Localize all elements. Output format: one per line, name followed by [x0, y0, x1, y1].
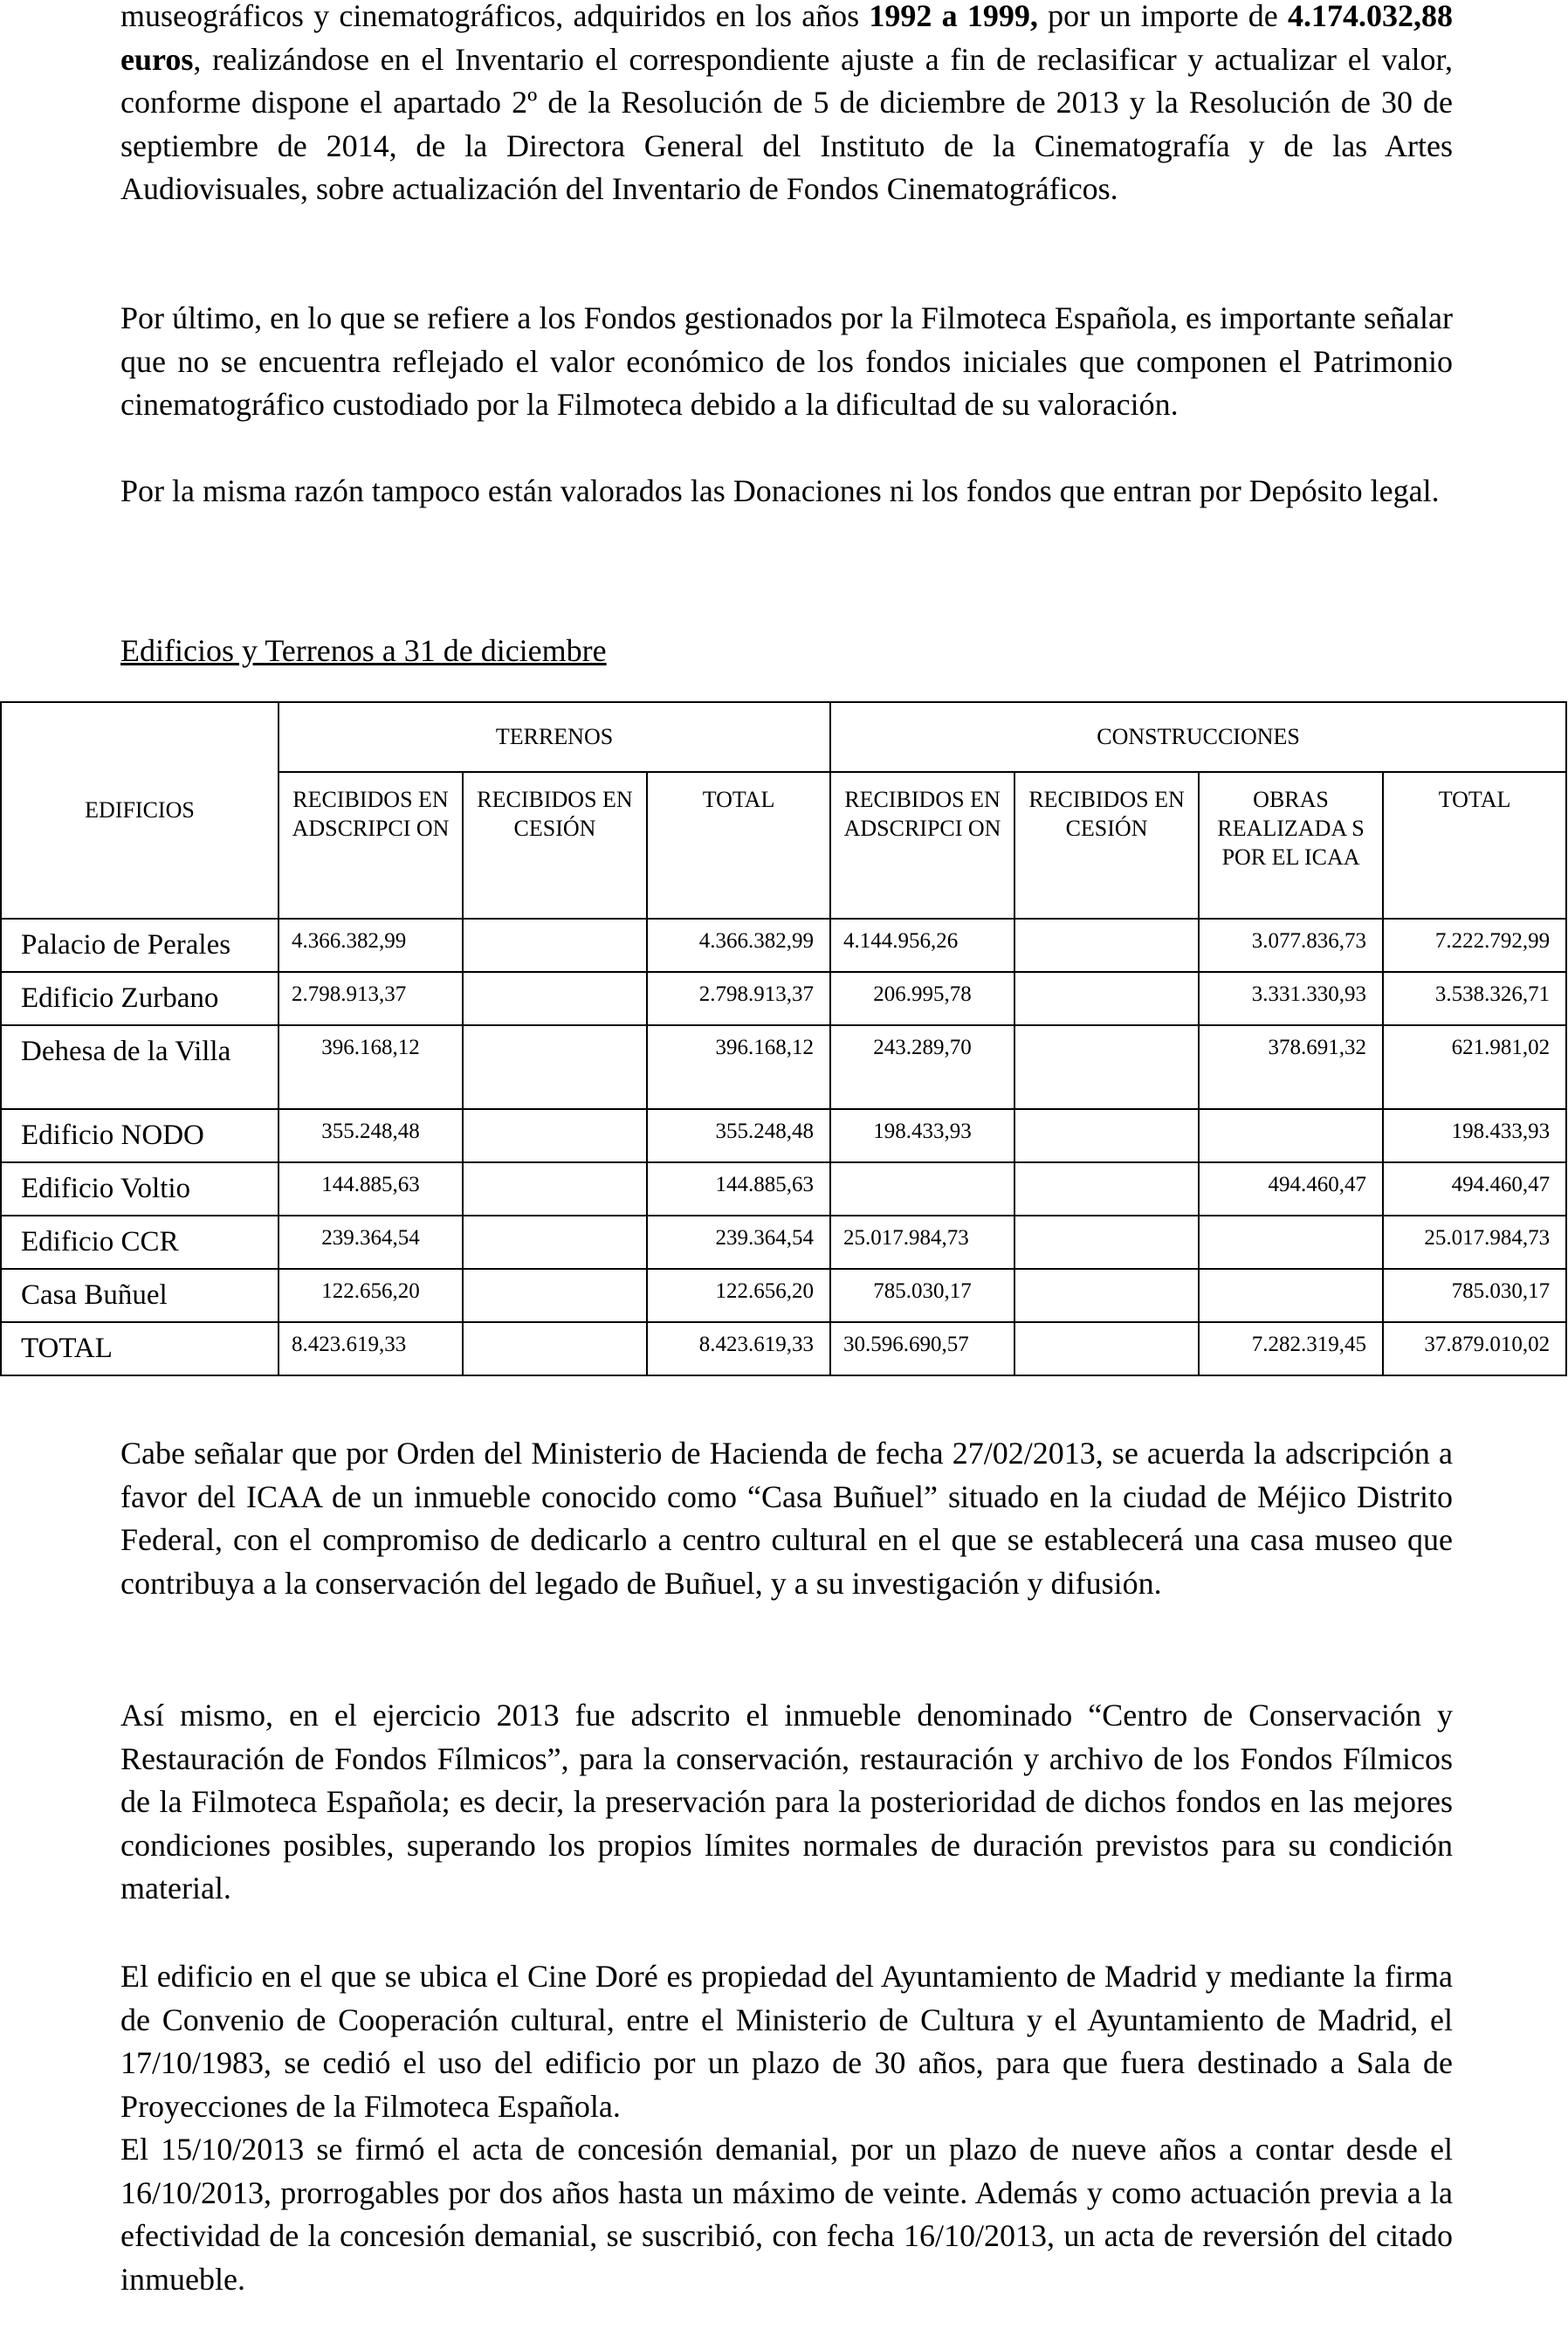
cell-construcciones-cesion	[1014, 1025, 1199, 1109]
cell-construcciones-obras: 3.331.330,93	[1199, 972, 1383, 1025]
cell-terrenos-total: 8.423.619,33	[647, 1322, 830, 1375]
row-name: Edificio NODO	[1, 1109, 279, 1162]
header-construcciones-cesion: RECIBIDOS EN CESIÓN	[1014, 772, 1199, 919]
cell-construcciones-total: 37.879.010,02	[1383, 1322, 1566, 1375]
cell-construcciones-obras: 378.691,32	[1199, 1025, 1383, 1109]
table-heading: Edificios y Terrenos a 31 de diciembre	[120, 633, 607, 668]
cell-construcciones-total: 25.017.984,73	[1383, 1216, 1566, 1269]
row-name: Casa Buñuel	[1, 1269, 279, 1322]
cell-construcciones-adscripcion: 198.433,93	[830, 1109, 1014, 1162]
intro-paragraph	[120, 0, 1453, 211]
table-total-row	[1, 1322, 1566, 1375]
header-terrenos-adscripcion: RECIBIDOS EN ADSCRIPCI ON	[279, 772, 463, 919]
cell-terrenos-total: 355.248,48	[647, 1109, 830, 1162]
cell-construcciones-obras	[1199, 1216, 1383, 1269]
cell-terrenos-cesion	[463, 1109, 647, 1162]
cell-terrenos-cesion	[463, 972, 647, 1025]
edificios-table	[0, 701, 1567, 1376]
row-name: Palacio de Perales	[1, 919, 279, 972]
cell-terrenos-adscripcion: 144.885,63	[279, 1162, 463, 1216]
cell-terrenos-adscripcion: 239.364,54	[279, 1216, 463, 1269]
cell-construcciones-obras	[1199, 1269, 1383, 1322]
cine-dore-paragraph: El edificio en el que se ubica el Cine Doré es propiedad del Ayuntamiento de Madrid y mediante la firma de Convenio de Cooperación cultural, entre el Ministerio de Cultura y el Ayuntamiento de Madrid, el 17/10/1983, se cedió el uso del edificio por un plazo de 30 años, para que fuera destinado a Sala de Proyecciones de la Filmoteca Española.	[120, 1959, 1453, 2124]
ccr-paragraph: Así mismo, en el ejercicio 2013 fue adscrito el inmueble denominado “Centro de Conservación y Restauración de Fondos Fílmicos”, para la conservación, restauración y archivo de los Fondos Fílmicos de la Filmoteca Española; es decir, la preservación para la posterioridad de dichos fondos en las mejores condiciones posibles, superando los propios límites normales de duración previstos para su condición material.	[120, 1698, 1453, 1905]
cell-construcciones-obras: 3.077.836,73	[1199, 919, 1383, 972]
cell-terrenos-cesion	[463, 1162, 647, 1216]
table-group-header-row	[1, 702, 1566, 772]
table-row	[1, 1162, 1566, 1216]
cell-construcciones-adscripcion: 243.289,70	[830, 1025, 1014, 1109]
cell-construcciones-total: 494.460,47	[1383, 1162, 1566, 1216]
header-construcciones-obras: OBRAS REALIZADA S POR EL ICAA	[1199, 772, 1383, 919]
cell-construcciones-cesion	[1014, 1322, 1199, 1375]
cell-terrenos-cesion	[463, 1216, 647, 1269]
cell-construcciones-adscripcion	[830, 1162, 1014, 1216]
cell-terrenos-adscripcion: 396.168,12	[279, 1025, 463, 1109]
cell-construcciones-adscripcion: 30.596.690,57	[830, 1322, 1014, 1375]
cell-terrenos-total: 4.366.382,99	[647, 919, 830, 972]
cell-construcciones-cesion	[1014, 1162, 1199, 1216]
intro-years: 1992 a 1999,	[869, 0, 1038, 33]
header-terrenos-cesion: RECIBIDOS EN CESIÓN	[463, 772, 647, 919]
table-row	[1, 919, 1566, 972]
cell-terrenos-total: 239.364,54	[647, 1216, 830, 1269]
cell-construcciones-cesion	[1014, 919, 1199, 972]
row-name-total: TOTAL	[1, 1322, 279, 1375]
cell-construcciones-cesion	[1014, 1109, 1199, 1162]
cell-terrenos-cesion	[463, 1322, 647, 1375]
cell-construcciones-obras	[1199, 1109, 1383, 1162]
cell-construcciones-obras: 7.282.319,45	[1199, 1322, 1383, 1375]
table-row	[1, 1025, 1566, 1109]
header-construcciones: CONSTRUCCIONES	[830, 702, 1566, 772]
intro-text-start: museográficos y cinematográficos, adquiridos en los años	[120, 0, 870, 33]
cell-terrenos-total: 2.798.913,37	[647, 972, 830, 1025]
cell-terrenos-adscripcion: 2.798.913,37	[279, 972, 463, 1025]
cell-construcciones-cesion	[1014, 1216, 1199, 1269]
cell-terrenos-total: 396.168,12	[647, 1025, 830, 1109]
table-row	[1, 972, 1566, 1025]
header-construcciones-total: TOTAL	[1383, 772, 1566, 919]
cell-terrenos-cesion	[463, 1025, 647, 1109]
row-name: Edificio Voltio	[1, 1162, 279, 1216]
intro-text-end: , realizándose en el Inventario el correspondiente ajuste a fin de reclasificar y actualizar el valor, conforme dispone el apartado 2º de la Resolución de 5 de diciembre de 2013 y la Resolución de 30 de septiembre de 2014, de la Directora General del Instituto de la Cinematografía y de las Artes Audiovisuales, sobre actualización del Inventario de Fondos Cinematográficos.	[120, 41, 1453, 206]
cell-construcciones-adscripcion: 206.995,78	[830, 972, 1014, 1025]
cell-terrenos-cesion	[463, 919, 647, 972]
cell-construcciones-total: 7.222.792,99	[1383, 919, 1566, 972]
row-name: Edificio Zurbano	[1, 972, 279, 1025]
row-name: Dehesa de la Villa	[1, 1025, 279, 1109]
filmoteca-paragraph: Por último, en lo que se refiere a los Fondos gestionados por la Filmoteca Española, es importante señalar que no se encuentra reflejado el valor económico de los fondos iniciales que componen el Patrimonio cinematográfico custodiado por la Filmoteca debido a la dificultad de su valoración.	[120, 300, 1453, 422]
cell-construcciones-total: 198.433,93	[1383, 1109, 1566, 1162]
cell-construcciones-total: 785.030,17	[1383, 1269, 1566, 1322]
cell-construcciones-total: 621.981,02	[1383, 1025, 1566, 1109]
header-terrenos: TERRENOS	[279, 702, 830, 772]
cell-terrenos-adscripcion: 8.423.619,33	[279, 1322, 463, 1375]
cell-terrenos-total: 144.885,63	[647, 1162, 830, 1216]
table-row	[1, 1269, 1566, 1322]
header-edificios: EDIFICIOS	[1, 702, 279, 919]
cell-terrenos-adscripcion: 355.248,48	[279, 1109, 463, 1162]
cell-terrenos-adscripcion: 122.656,20	[279, 1269, 463, 1322]
cell-construcciones-obras: 494.460,47	[1199, 1162, 1383, 1216]
cell-construcciones-cesion	[1014, 1269, 1199, 1322]
cell-terrenos-cesion	[463, 1269, 647, 1322]
cell-terrenos-total: 122.656,20	[647, 1269, 830, 1322]
cell-construcciones-total: 3.538.326,71	[1383, 972, 1566, 1025]
table-row	[1, 1109, 1566, 1162]
row-name: Edificio CCR	[1, 1216, 279, 1269]
cell-construcciones-adscripcion: 785.030,17	[830, 1269, 1014, 1322]
intro-text-mid: por un importe de	[1037, 0, 1288, 33]
cell-construcciones-adscripcion: 25.017.984,73	[830, 1216, 1014, 1269]
donaciones-paragraph: Por la misma razón tampoco están valorados las Donaciones ni los fondos que entran por Depósito legal.	[120, 473, 1440, 508]
table-row	[1, 1216, 1566, 1269]
cell-construcciones-cesion	[1014, 972, 1199, 1025]
header-construcciones-adscripcion: RECIBIDOS EN ADSCRIPCI ON	[830, 772, 1014, 919]
header-terrenos-total: TOTAL	[647, 772, 830, 919]
cell-construcciones-adscripcion: 4.144.956,26	[830, 919, 1014, 972]
casa-bunuel-paragraph: Cabe señalar que por Orden del Ministerio de Hacienda de fecha 27/02/2013, se acuerda la adscripción a favor del ICAA de un inmueble conocido como “Casa Buñuel” situado en la ciudad de Méjico Distrito Federal, con el compromiso de dedicarlo a centro cultural en el que se establecerá una casa museo que contribuya a la conservación del legado de Buñuel, y a su investigación y difusión.	[120, 1436, 1453, 1601]
cell-terrenos-adscripcion: 4.366.382,99	[279, 919, 463, 972]
concesion-paragraph: El 15/10/2013 se firmó el acta de concesión demanial, por un plazo de nueve años a contar desde el 16/10/2013, prorrogables por dos años hasta un máximo de veinte. Además y como actuación previa a la efectividad de la concesión demanial, se suscribió, con fecha 16/10/2013, un acta de reversión del citado inmueble.	[120, 2132, 1453, 2297]
intro-amount: 4.174.032,88 euros	[120, 0, 1453, 77]
